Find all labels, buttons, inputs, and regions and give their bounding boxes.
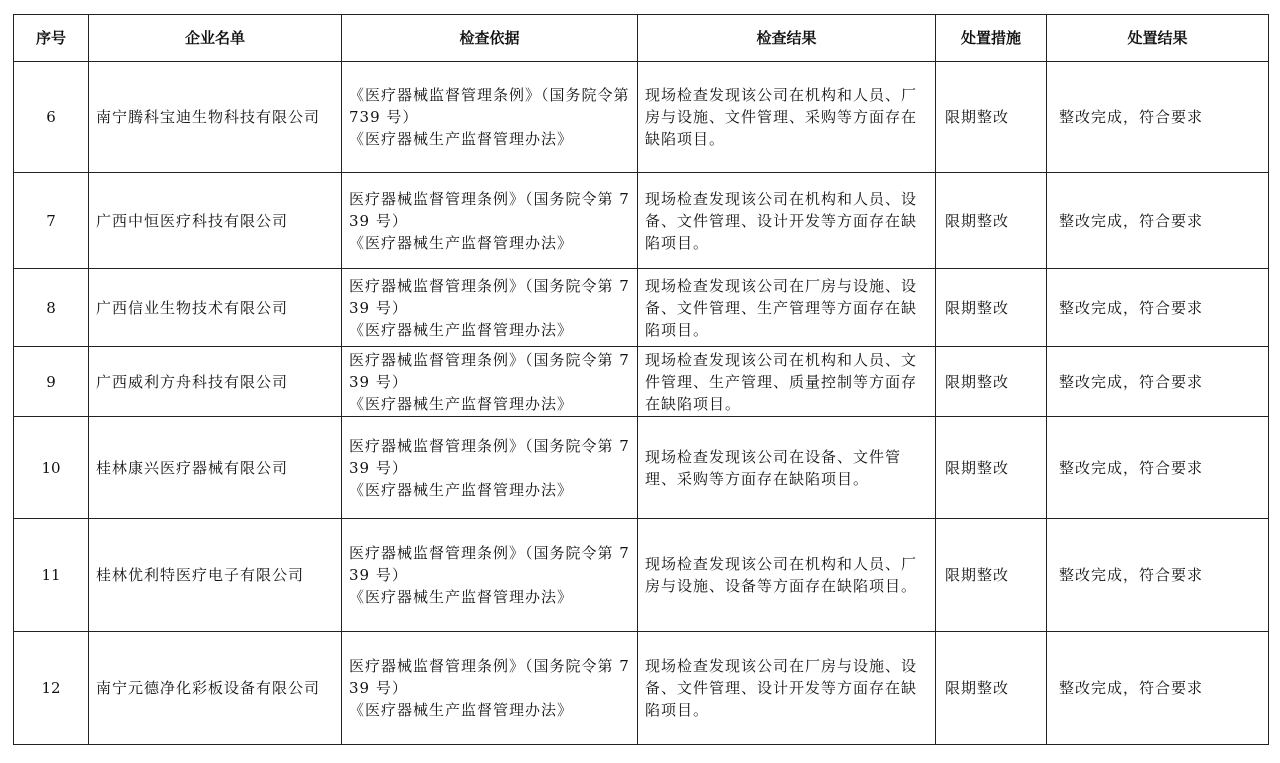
disposal-measure: 限期整改 [936, 269, 1047, 347]
table-row [14, 347, 1269, 417]
company-name: 广西中恒医疗科技有限公司 [89, 173, 342, 269]
inspection-result: 现场检查发现该公司在设备、文件管理、采购等方面存在缺陷项目。 [638, 417, 936, 519]
company-name: 广西信业生物技术有限公司 [89, 269, 342, 347]
table-row [14, 632, 1269, 745]
table-row [14, 417, 1269, 519]
disposal-measure: 限期整改 [936, 347, 1047, 417]
company-name: 南宁元德净化彩板设备有限公司 [89, 632, 342, 745]
disposal-outcome: 整改完成，符合要求 [1047, 417, 1269, 519]
disposal-measure: 限期整改 [936, 632, 1047, 745]
disposal-outcome: 整改完成，符合要求 [1047, 62, 1269, 173]
basis-regulation: 医疗器械监督管理条例》（国务院令第 739 号） [349, 544, 630, 584]
basis-measures: 《医疗器械生产监督管理办法》 [349, 320, 574, 339]
header-row [14, 15, 1269, 62]
company-name: 桂林康兴医疗器械有限公司 [89, 417, 342, 519]
disposal-measure: 限期整改 [936, 519, 1047, 632]
basis-measures: 《医疗器械生产监督管理办法》 [349, 588, 574, 606]
company-name: 广西威利方舟科技有限公司 [89, 347, 342, 417]
header-no: 序号 [14, 15, 89, 62]
row-no: 12 [14, 632, 89, 745]
inspection-basis [342, 173, 638, 269]
basis-measures: 《医疗器械生产监督管理办法》 [349, 480, 574, 499]
inspection-table [13, 14, 1269, 745]
company-name: 桂林优利特医疗电子有限公司 [89, 519, 342, 632]
inspection-basis [342, 62, 638, 173]
disposal-outcome: 整改完成，符合要求 [1047, 519, 1269, 632]
disposal-measure: 限期整改 [936, 62, 1047, 173]
row-no: 8 [14, 269, 89, 347]
inspection-result: 现场检查发现该公司在机构和人员、厂房与设施、设备等方面存在缺陷项目。 [638, 519, 936, 632]
disposal-measure: 限期整改 [936, 173, 1047, 269]
inspection-basis [342, 347, 638, 417]
basis-measures: 《医疗器械生产监督管理办法》 [349, 701, 574, 719]
table-row [14, 519, 1269, 632]
row-no: 10 [14, 417, 89, 519]
table-row [14, 173, 1269, 269]
inspection-result: 现场检查发现该公司在机构和人员、厂房与设施、文件管理、采购等方面存在缺陷项目。 [638, 62, 936, 173]
row-no: 7 [14, 173, 89, 269]
basis-measures: 《医疗器械生产监督管理办法》 [349, 233, 574, 252]
row-no: 11 [14, 519, 89, 632]
row-no: 9 [14, 347, 89, 417]
basis-measures: 《医疗器械生产监督管理办法》 [349, 130, 574, 148]
inspection-basis [342, 519, 638, 632]
basis-regulation: 《医疗器械监督管理条例》（国务院令第 739 号） [349, 86, 630, 126]
inspection-result: 现场检查发现该公司在机构和人员、文件管理、生产管理、质量控制等方面存在缺陷项目。 [638, 347, 936, 417]
inspection-basis [342, 417, 638, 519]
basis-regulation: 医疗器械监督管理条例》（国务院令第 739 号） [349, 276, 630, 317]
basis-regulation: 医疗器械监督管理条例》（国务院令第 739 号） [349, 657, 630, 697]
table-row [14, 62, 1269, 173]
inspection-result: 现场检查发现该公司在厂房与设施、设备、文件管理、设计开发等方面存在缺陷项目。 [638, 632, 936, 745]
disposal-measure: 限期整改 [936, 417, 1047, 519]
basis-regulation: 医疗器械监督管理条例》（国务院令第 739 号） [349, 189, 630, 230]
company-name: 南宁腾科宝迪生物科技有限公司 [89, 62, 342, 173]
disposal-outcome: 整改完成，符合要求 [1047, 632, 1269, 745]
inspection-basis [342, 632, 638, 745]
disposal-outcome: 整改完成，符合要求 [1047, 173, 1269, 269]
basis-measures: 《医疗器械生产监督管理办法》 [349, 394, 574, 413]
inspection-result: 现场检查发现该公司在厂房与设施、设备、文件管理、生产管理等方面存在缺陷项目。 [638, 269, 936, 347]
header-company: 企业名单 [89, 15, 342, 62]
basis-regulation: 医疗器械监督管理条例》（国务院令第 739 号） [349, 350, 630, 391]
basis-regulation: 医疗器械监督管理条例》（国务院令第 739 号） [349, 436, 630, 477]
row-no: 6 [14, 62, 89, 173]
header-result: 检查结果 [638, 15, 936, 62]
disposal-outcome: 整改完成，符合要求 [1047, 347, 1269, 417]
inspection-result: 现场检查发现该公司在机构和人员、设备、文件管理、设计开发等方面存在缺陷项目。 [638, 173, 936, 269]
header-measure: 处置措施 [936, 15, 1047, 62]
inspection-basis [342, 269, 638, 347]
header-basis: 检查依据 [342, 15, 638, 62]
header-outcome: 处置结果 [1047, 15, 1269, 62]
table-row [14, 269, 1269, 347]
disposal-outcome: 整改完成，符合要求 [1047, 269, 1269, 347]
